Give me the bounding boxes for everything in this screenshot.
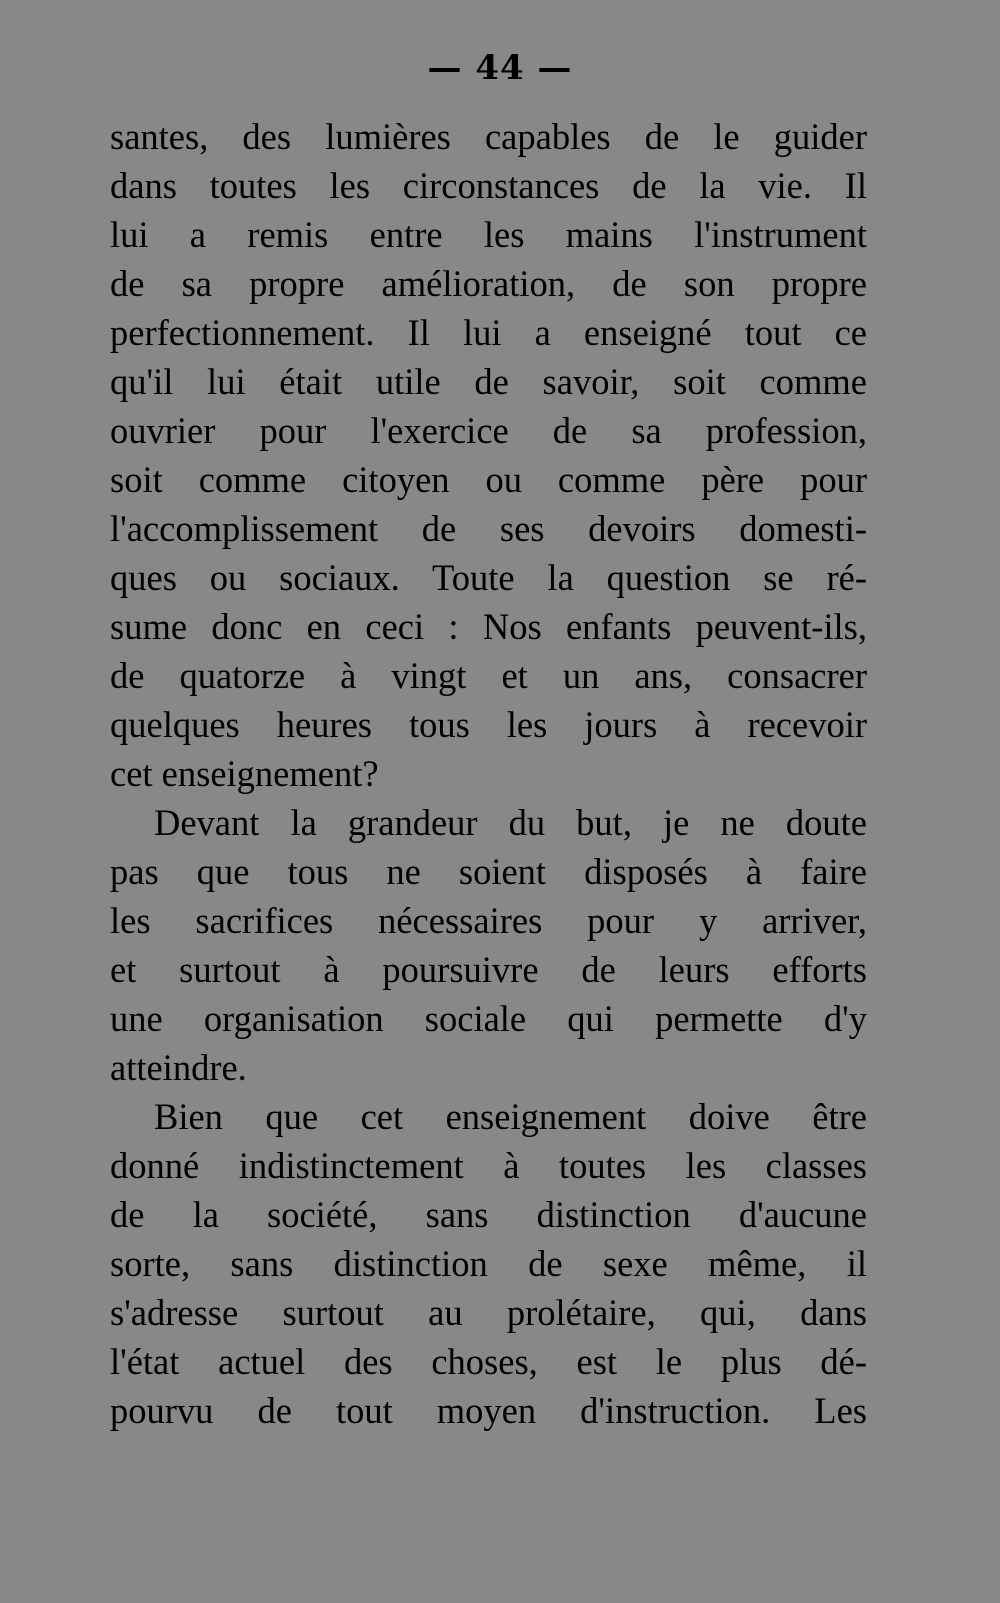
text-line: pourvu de tout moyen d'instruction. Les xyxy=(110,1390,867,1431)
body-text xyxy=(110,112,867,1435)
text-line: de quatorze à vingt et un ans, consacrer xyxy=(110,655,867,696)
text-line: ques ou sociaux. Toute la question se ré- xyxy=(110,557,867,598)
text-line: perfectionnement. Il lui a enseigné tout ce xyxy=(110,312,867,353)
text-line: Bien que cet enseignement doive être xyxy=(154,1096,867,1137)
text-line: pas que tous ne soient disposés à faire xyxy=(110,851,867,892)
text-line: sorte, sans distinction de sexe même, il xyxy=(110,1243,867,1284)
text-line: quelques heures tous les jours à recevoir xyxy=(110,704,867,745)
text-line: donné indistinctement à toutes les classes xyxy=(110,1145,867,1186)
text-line: dans toutes les circonstances de la vie. Il xyxy=(110,165,867,206)
text-line: cet enseignement? xyxy=(110,753,379,794)
text-line: santes, des lumières capables de le guider xyxy=(110,116,867,157)
text-line: sume donc en ceci : Nos enfants peuvent-ils, xyxy=(110,606,867,647)
text-line: l'accomplissement de ses devoirs domesti- xyxy=(110,508,867,549)
text-line: soit comme citoyen ou comme père pour xyxy=(110,459,867,500)
text-line: de la société, sans distinction d'aucune xyxy=(110,1194,867,1235)
text-line: lui a remis entre les mains l'instrument xyxy=(110,214,867,255)
text-line: atteindre. xyxy=(110,1047,247,1088)
text-line: de sa propre amélioration, de son propre xyxy=(110,263,867,304)
text-line: s'adresse surtout au prolétaire, qui, dans xyxy=(110,1292,867,1333)
text-line: l'état actuel des choses, est le plus dé- xyxy=(110,1341,867,1382)
text-line: les sacrifices nécessaires pour y arriver, xyxy=(110,900,867,941)
text-line: qu'il lui était utile de savoir, soit comme xyxy=(110,361,867,402)
text-line: ouvrier pour l'exercice de sa profession, xyxy=(110,410,867,451)
text-line: et surtout à poursuivre de leurs efforts xyxy=(110,949,867,990)
page-number: — 44 — xyxy=(427,48,573,88)
text-line: Devant la grandeur du but, je ne doute xyxy=(154,802,867,843)
text-line: une organisation sociale qui permette d'y xyxy=(110,998,867,1039)
